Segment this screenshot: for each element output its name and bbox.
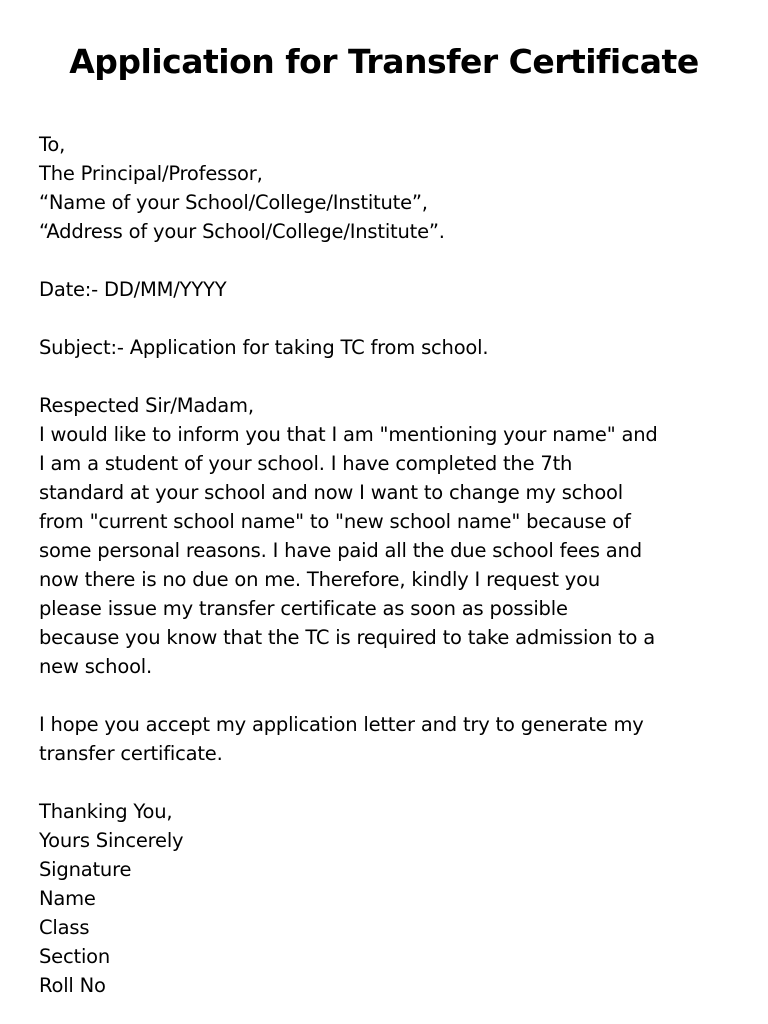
- address-line: The Principal/Professor,: [39, 162, 263, 185]
- body-line: now there is no due on me. Therefore, kindly I request you: [39, 568, 601, 591]
- body-line: I am a student of your school. I have completed the 7th: [39, 452, 573, 475]
- body-line: new school.: [39, 655, 153, 678]
- closing-paragraph: [39, 710, 739, 768]
- spacer: [39, 246, 739, 275]
- signoff-block: [39, 797, 739, 1000]
- letter-body: [39, 130, 739, 1000]
- page-title: Application for Transfer Certificate: [69, 42, 699, 81]
- body-line: I would like to inform you that I am "mentioning your name" and: [39, 423, 658, 446]
- spacer: [39, 681, 739, 710]
- signoff-line: Thanking You,: [39, 800, 173, 823]
- address-line: “Name of your School/College/Institute”,: [39, 191, 428, 214]
- body-line: some personal reasons. I have paid all the due school fees and: [39, 539, 642, 562]
- date-line: Date:- DD/MM/YYYY: [39, 278, 227, 301]
- signoff-line: Class: [39, 916, 90, 939]
- body-line: because you know that the TC is required to take admission to a: [39, 626, 656, 649]
- closing-line: I hope you accept my application letter and try to generate my: [39, 713, 644, 736]
- signoff-line: Yours Sincerely: [39, 829, 184, 852]
- spacer: [39, 768, 739, 797]
- signoff-line: Signature: [39, 858, 132, 881]
- signoff-line: Section: [39, 945, 111, 968]
- address-line: To,: [39, 133, 66, 156]
- closing-line: transfer certificate.: [39, 742, 223, 765]
- body-line: standard at your school and now I want to change my school: [39, 481, 624, 504]
- body-paragraph: [39, 420, 739, 681]
- address-block: [39, 130, 739, 246]
- spacer: [39, 362, 739, 391]
- body-line: please issue my transfer certificate as soon as possible: [39, 597, 568, 620]
- signoff-line: Roll No: [39, 974, 106, 997]
- salutation: Respected Sir/Madam,: [39, 394, 254, 417]
- address-line: “Address of your School/College/Institute”.: [39, 220, 445, 243]
- spacer: [39, 304, 739, 333]
- signoff-line: Name: [39, 887, 96, 910]
- body-line: from "current school name" to "new school name" because of: [39, 510, 631, 533]
- subject-line: Subject:- Application for taking TC from school.: [39, 336, 489, 359]
